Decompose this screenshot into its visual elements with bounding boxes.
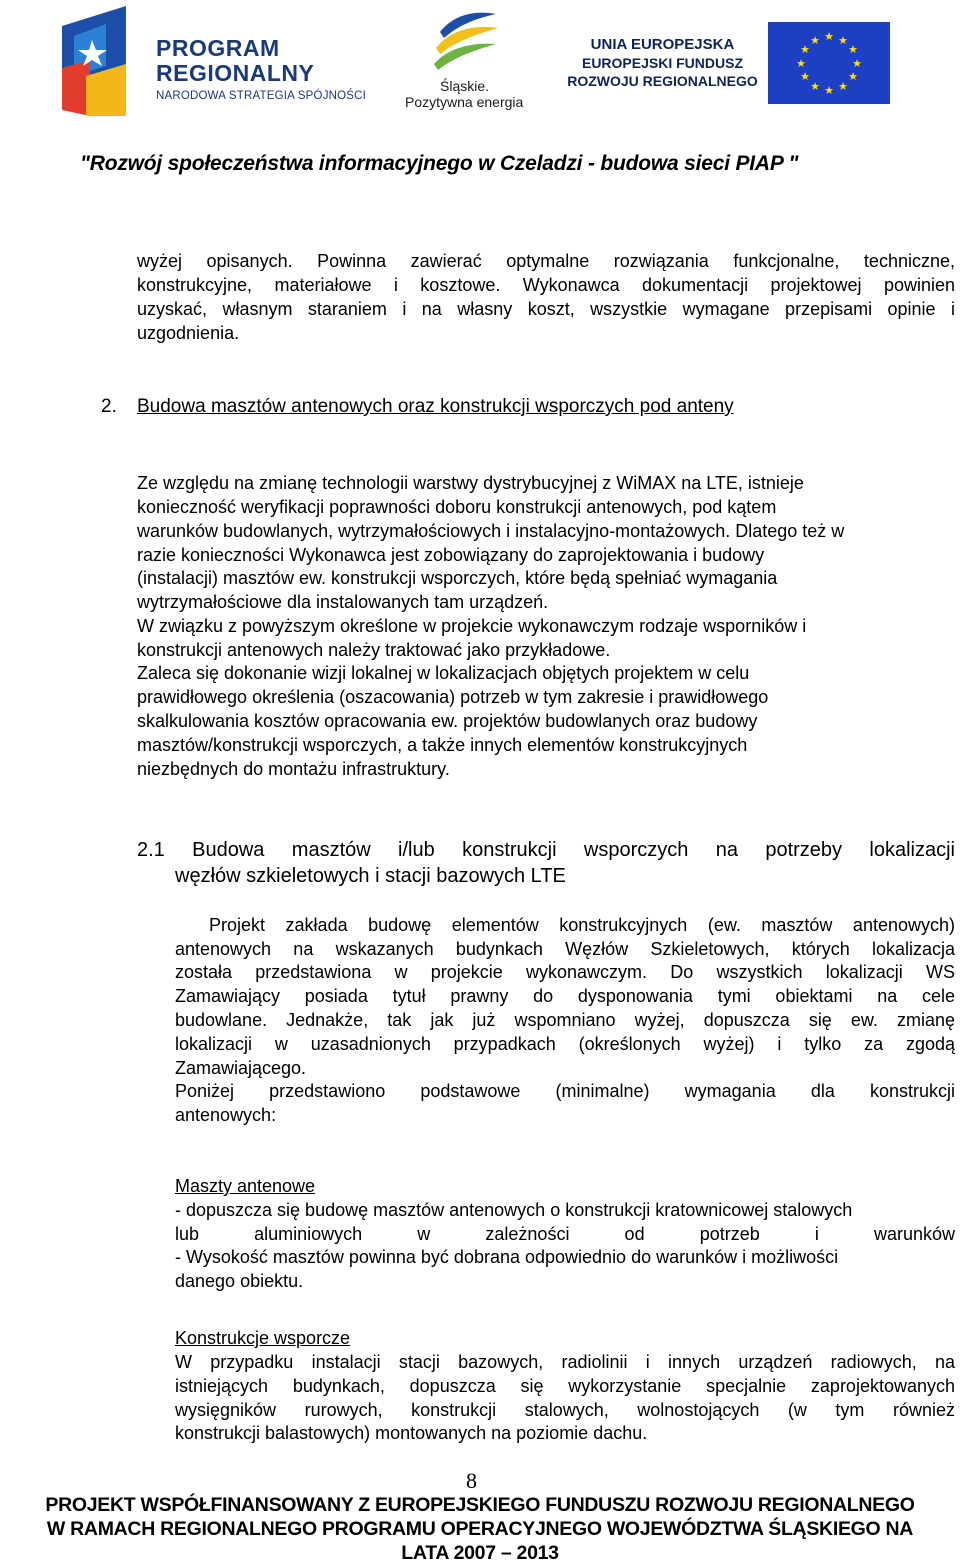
section2-line: skalkulowania kosztów opracowania ew. projektów budowlanych oraz budowy [137,711,758,731]
svg-text:★: ★ [852,57,862,70]
supports-line: istniejących budynkach, dopuszcza się wykorzystanie specjalnie zaprojektowanych [175,1376,955,1396]
section21-line: Zamawiający posiada tytuł prawny do dysponowania tymi obiektami na cele [175,986,955,1006]
program-logo-line3: NARODOWA STRATEGIA SPÓJNOŚCI [156,90,367,102]
svg-text:★: ★ [838,34,848,47]
section2-line: Ze względu na zmianę technologii warstwy dystrybucyjnej z WiMAX na LTE, istnieje [137,473,804,493]
intro-line: konstrukcyjne, materiałowe i kosztowe. Wykonawca dokumentacji projektowej powinien [137,275,955,295]
eu-logo-line1: UNIA EUROPEJSKA [590,36,735,53]
program-regionalny-logo [56,6,386,116]
section-heading: Budowa masztów antenowych oraz konstrukcji wsporczych pod anteny [137,396,734,417]
section21-line: antenowych: [175,1105,277,1125]
section2-line: (instalacji) masztów ew. konstrukcji wsporczych, które będą spełniać wymagania [137,568,778,588]
subsection-heading: 2.1 Budowa masztów i/lub konstrukcji wsporczych na potrzeby lokalizacji [137,839,955,861]
slaskie-logo [400,8,535,112]
svg-text:★: ★ [838,80,848,93]
section2-line: wytrzymałościowe dla instalowanych tam urządzeń. [137,592,549,612]
svg-text:★: ★ [824,84,834,97]
section2-line: warunków budowlanych, wytrzymałościowych i instalacyjno-montażowych. Dlatego też w [137,521,845,541]
intro-line: uzgodnienia. [137,323,240,343]
page-number: 8 [466,1468,477,1493]
svg-text:★: ★ [810,80,820,93]
masts-line: danego obiektu. [175,1271,304,1291]
eu-logo-text [555,36,770,90]
masts-heading: Maszty antenowe [175,1176,316,1196]
section-number: 2. [101,396,117,417]
section2-line: konieczność weryfikacji poprawności doboru konstrukcji antenowych, pod kątem [137,497,777,517]
svg-text:★: ★ [800,43,810,56]
slaskie-logo-line2: Pozytywna energia [405,94,524,110]
svg-text:★: ★ [848,70,858,83]
supports-line: wysięgników rurowych, konstrukcji stalowych, wolnostojących (w tym również [175,1400,955,1420]
masts-line: - dopuszcza się budowę masztów antenowych o konstrukcji kratownicowej stalowych [175,1200,853,1220]
supports-line: konstrukcji balastowych) montowanych na poziomie dachu. [175,1423,648,1443]
eu-flag-icon [768,22,890,104]
project-title: "Rozwój społeczeństwa informacyjnego w Czeladzi - budowa sieci PIAP " [80,152,799,175]
section21-line: budowlane. Jednakże, tak jak już wspomniano wyżej, dopuszcza się ew. zmianę [175,1010,955,1030]
program-logo-line1: PROGRAM [156,35,280,61]
section21-line: Zamawiającego. [175,1058,307,1078]
program-logo-line2: REGIONALNY [156,60,315,86]
footer-line: LATA 2007 – 2013 [401,1542,559,1564]
header-logos [0,0,960,120]
subsection-heading-cont: węzłów szkieletowych i stacji bazowych LTE [175,865,566,887]
section2-line: konstrukcji antenowych należy traktować jako przykładowe. [137,640,611,660]
section21-line: Poniżej przedstawiono podstawowe (minimalne) wymagania dla konstrukcji [175,1081,955,1101]
section2-line: masztów/konstrukcji wsporczych, a także innych elementów konstrukcyjnych [137,735,748,755]
eu-logo-line2: EUROPEJSKI FUNDUSZ [581,55,744,71]
footer-line: W RAMACH REGIONALNEGO PROGRAMU OPERACYJNEGO WOJEWÓDZTWA ŚLĄSKIEGO NA [46,1518,914,1540]
section21-line: lokalizacji w uzasadnionych przypadkach (określonych wyżej) i tylko za zgodą [175,1034,955,1054]
svg-text:★: ★ [810,34,820,47]
footer-line: PROJEKT WSPÓŁFINANSOWANY Z EUROPEJSKIEGO FUNDUSZU ROZWOJU REGIONALNEGO [45,1494,915,1516]
masts-line: - Wysokość masztów powinna być dobrana odpowiednio do warunków i możliwości [175,1247,839,1267]
section2-line: prawidłowego określenia (oszacowania) potrzeb w tym zakresie i prawidłowego [137,687,769,707]
slaskie-emblem [430,8,502,74]
section21-line: antenowych na wskazanych budynkach Węzłów Szkieletowych, których lokalizacja [175,939,955,959]
eu-logo-line3: ROZWOJU REGIONALNEGO [567,73,758,89]
program-regionalny-emblem [56,6,152,116]
svg-text:★: ★ [848,43,858,56]
supports-line: W przypadku instalacji stacji bazowych, radiolinii i innych urządzeń radiowych, na [175,1352,955,1372]
svg-text:★: ★ [824,30,834,43]
slaskie-logo-line1: Śląskie. [440,78,490,94]
intro-line: uzyskać, własnym staraniem i na własny koszt, wszystkie wymagane przepisami opinie i [137,299,955,319]
section21-line: Projekt zakłada budowę elementów konstrukcyjnych (ew. masztów antenowych) [209,915,955,935]
section21-line: została przedstawiona w projekcie wykonawczym. Do wszystkich lokalizacji WS [175,962,955,982]
section2-line: W związku z powyższym określone w projekcie wykonawczym rodzaje wsporników i [137,616,807,636]
masts-line: lub aluminiowych w zależności od potrzeb i warunków [175,1224,955,1244]
svg-text:★: ★ [796,57,806,70]
section2-line: Zaleca się dokonanie wizji lokalnej w lokalizacjach objętych projektem w celu [137,663,750,683]
section2-line: niezbędnych do montażu infrastruktury. [137,759,450,779]
section2-line: razie konieczności Wykonawca jest zobowiązany do zaprojektowania i budowy [137,545,765,565]
svg-text:★: ★ [800,70,810,83]
eu-stars-icon [768,22,890,104]
supports-heading: Konstrukcje wsporcze [175,1328,351,1348]
intro-line: wyżej opisanych. Powinna zawierać optymalne rozwiązania funkcjonalne, techniczne, [137,251,955,271]
